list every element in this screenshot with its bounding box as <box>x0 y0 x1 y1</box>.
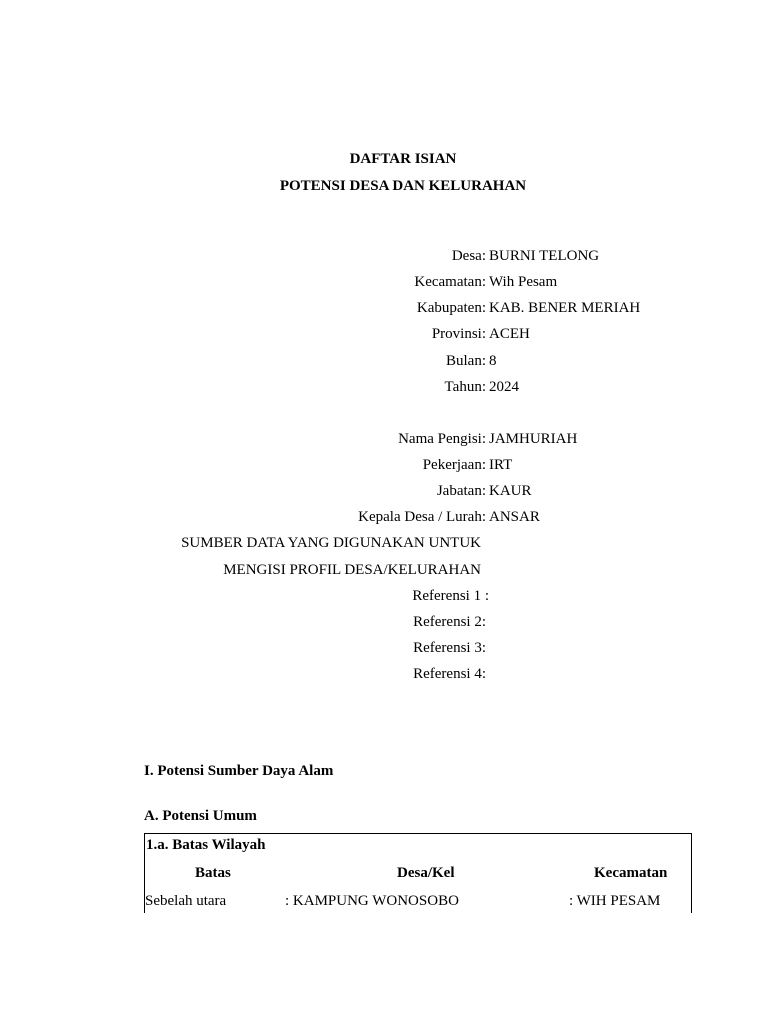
table-header-desa-kel: Desa/Kel <box>397 865 455 881</box>
section-subtitle: A. Potensi Umum <box>144 808 257 824</box>
kepala-desa-row <box>0 508 768 528</box>
pekerjaan-value: IRT <box>489 457 513 473</box>
reference-1-label: Referensi 1 : <box>412 588 489 604</box>
desa-label: Desa: <box>451 248 486 264</box>
nama-pengisi-label: Nama Pengisi: <box>398 431 486 447</box>
sources-heading-line1-text: SUMBER DATA YANG DIGUNAKAN UNTUK <box>181 535 481 551</box>
desa-row <box>0 247 768 267</box>
reference-1-row <box>0 587 768 607</box>
jabatan-label: Jabatan: <box>436 483 486 499</box>
reference-2-label: Referensi 2: <box>413 614 486 630</box>
pekerjaan-label: Pekerjaan: <box>422 457 486 473</box>
bulan-label: Bulan: <box>446 353 486 369</box>
table-header-kecamatan: Kecamatan <box>594 865 668 881</box>
table-row-kecamatan: : WIH PESAM <box>569 893 661 909</box>
nama-pengisi-row <box>0 430 768 450</box>
document-subtitle: POTENSI DESA DAN KELURAHAN <box>279 178 527 194</box>
table-row-batas: Sebelah utara <box>145 893 227 909</box>
provinsi-value: ACEH <box>489 326 530 342</box>
tahun-value: 2024 <box>489 379 519 395</box>
kabupaten-value: KAB. BENER MERIAH <box>489 300 641 316</box>
document-title: DAFTAR ISIAN <box>349 151 457 167</box>
jabatan-value: KAUR <box>489 483 532 499</box>
kabupaten-label: Kabupaten: <box>416 300 486 316</box>
kabupaten-row <box>0 299 768 319</box>
bulan-row <box>0 352 768 372</box>
reference-2-row <box>0 613 768 633</box>
pekerjaan-row <box>0 456 768 476</box>
section-title: I. Potensi Sumber Daya Alam <box>144 763 334 779</box>
provinsi-label: Provinsi: <box>431 326 486 342</box>
sources-heading-line2 <box>0 561 768 581</box>
kepala-desa-value: ANSAR <box>489 509 540 525</box>
reference-3-label: Referensi 3: <box>413 640 486 656</box>
sources-heading-line2-text: MENGISI PROFIL DESA/KELURAHAN <box>223 562 481 578</box>
bulan-value: 8 <box>489 353 497 369</box>
desa-value: BURNI TELONG <box>489 248 600 264</box>
tahun-label: Tahun: <box>444 379 486 395</box>
provinsi-row <box>0 325 768 345</box>
nama-pengisi-value: JAMHURIAH <box>489 431 578 447</box>
kecamatan-row <box>0 273 768 293</box>
batas-wilayah-table <box>144 833 692 913</box>
kepala-desa-label: Kepala Desa / Lurah: <box>358 509 486 525</box>
reference-4-label: Referensi 4: <box>413 666 486 682</box>
reference-4-row <box>0 665 768 685</box>
sources-heading-line1 <box>0 534 768 554</box>
kecamatan-value: Wih Pesam <box>489 274 558 290</box>
kecamatan-label: Kecamatan: <box>414 274 486 290</box>
jabatan-row <box>0 482 768 502</box>
table-caption: 1.a. Batas Wilayah <box>146 837 266 853</box>
reference-3-row <box>0 639 768 659</box>
table-header-batas: Batas <box>195 865 231 881</box>
table-row-desa: : KAMPUNG WONOSOBO <box>285 893 459 909</box>
tahun-row <box>0 378 768 398</box>
